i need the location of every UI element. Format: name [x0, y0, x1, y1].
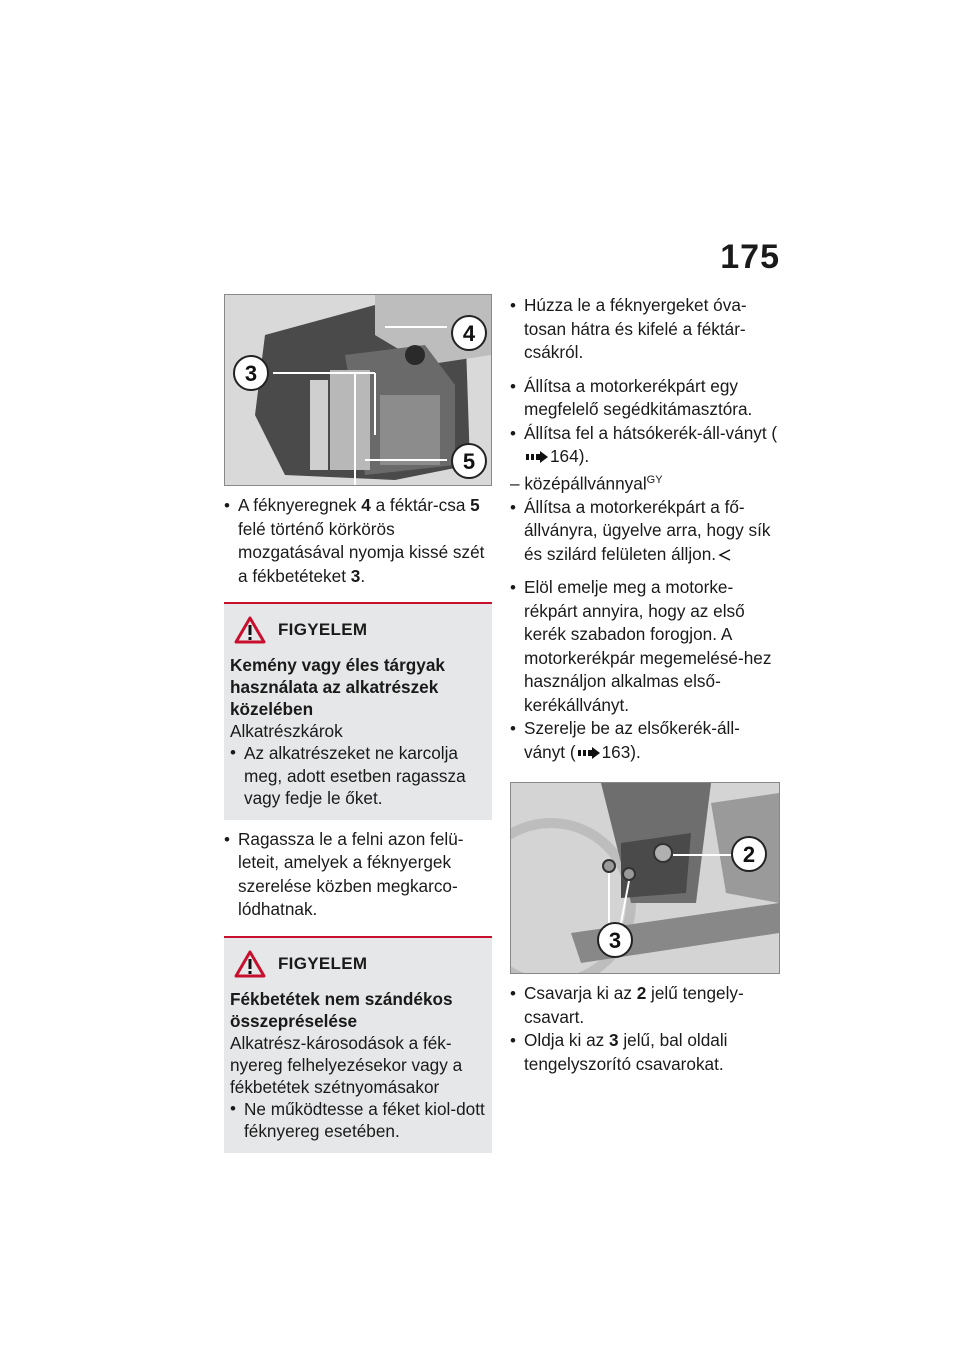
warning-title: FIGYELEM: [278, 953, 368, 973]
step-loosen-clamps: • Oldja ki az 3 jelű, bal oldali tengelyszorító csavarokat.: [510, 1029, 780, 1076]
warning-cause: Kemény vagy éles tárgyak használata az alkatrészek közelében: [230, 655, 445, 719]
figure-front-axle: [510, 782, 780, 974]
warning-cause: Fékbetétek nem szándékos összepréselése: [230, 988, 453, 1031]
page-reference-arrow-icon: [578, 747, 600, 759]
page-reference-arrow-icon: [526, 451, 548, 463]
warning-remedy-list: [230, 742, 486, 810]
warning-remedy: • Ne működtesse a féket kiol-dott féknyereg esetében.: [230, 1098, 486, 1143]
warning-triangle-icon: [234, 950, 266, 978]
callout-2: [732, 837, 766, 871]
step-remove-calipers: • Húzza le a féknyergeket óva-tosan hátra és kifelé a féktár-csákról.: [510, 294, 780, 365]
warning-box-2: [224, 936, 492, 1153]
warning-consequence: Alkatrészkárok: [230, 721, 343, 741]
page-reference[interactable]: 163: [601, 741, 631, 762]
step-unscrew-axle: • Csavarja ki az 2 jelű tengely-csavart.: [510, 982, 780, 1029]
callout-4: [452, 316, 486, 350]
step-list-3: [510, 294, 780, 469]
warning-box-1: [224, 602, 492, 820]
step-front-stand: • Szerelje be az elsőkerék-áll-ványt ( 163).: [510, 717, 780, 764]
step-aux-stand: • Állítsa a motorkerékpárt egy megfelelő segédkitámasztóra.: [510, 375, 780, 422]
warning-title: FIGYELEM: [278, 620, 368, 639]
front-axle-illustration: [511, 783, 779, 973]
step-lift-front: • Elöl emelje meg a motorke-rékpárt annyira, hogy az első kerék szabadon forogjon. A motorkerékpár megemelésé-hez használjon alkalmas első-kerékállványt.: [510, 576, 780, 717]
warning-triangle-icon: [234, 616, 266, 644]
warning-remedy-list: [230, 1098, 486, 1143]
step-list-1: [224, 494, 492, 588]
step-list-4: [510, 496, 780, 765]
svg-text:2: 2: [742, 842, 756, 868]
step-list-5: [510, 982, 780, 1076]
step-list-2: [224, 828, 492, 922]
callout-3: [598, 923, 632, 957]
end-marker-icon: [718, 548, 732, 562]
svg-text:3: 3: [244, 361, 258, 386]
brake-caliper-illustration: [225, 295, 491, 485]
warning-remedy: • Az alkatrészeket ne karcolja meg, adott esetben ragassza vagy fedje le őket.: [230, 742, 486, 810]
callout-3: [234, 356, 268, 390]
warning-consequence: Alkatrész-károsodások a fék-nyereg felhelyezésekor vagy a fékbetétek szétnyomásakor: [230, 1032, 463, 1097]
condition-center-stand: – középállvánnyal$^{GY}$: [510, 473, 663, 494]
step-main-stand: • Állítsa a motorkerékpárt a fő-állványra, ügyelve arra, hogy sík és szilárd felületen álljon.: [510, 496, 780, 567]
right-column: [510, 294, 780, 1076]
left-column: [224, 294, 492, 1153]
page-reference[interactable]: 164: [550, 446, 579, 466]
step-rear-stand: • Állítsa fel a hátsókerék-áll-ványt (164).: [510, 422, 780, 469]
svg-text:5: 5: [462, 449, 476, 474]
callout-5: [452, 444, 486, 478]
svg-text:3: 3: [608, 928, 622, 954]
step-tape-rim: • Ragassza le a felni azon felü-leteit, amelyek a féknyergek szerelése közben megkarco-lódhatnak.: [224, 828, 492, 922]
page-number: 175: [720, 238, 780, 276]
step-press-pads: • A féknyeregnek 4 a féktár-csa 5 felé történő körkörös mozgatásával nyomja kissé szét a fékbetéteket 3.: [224, 494, 492, 588]
svg-text:4: 4: [462, 321, 476, 346]
figure-brake-caliper: [224, 294, 492, 486]
